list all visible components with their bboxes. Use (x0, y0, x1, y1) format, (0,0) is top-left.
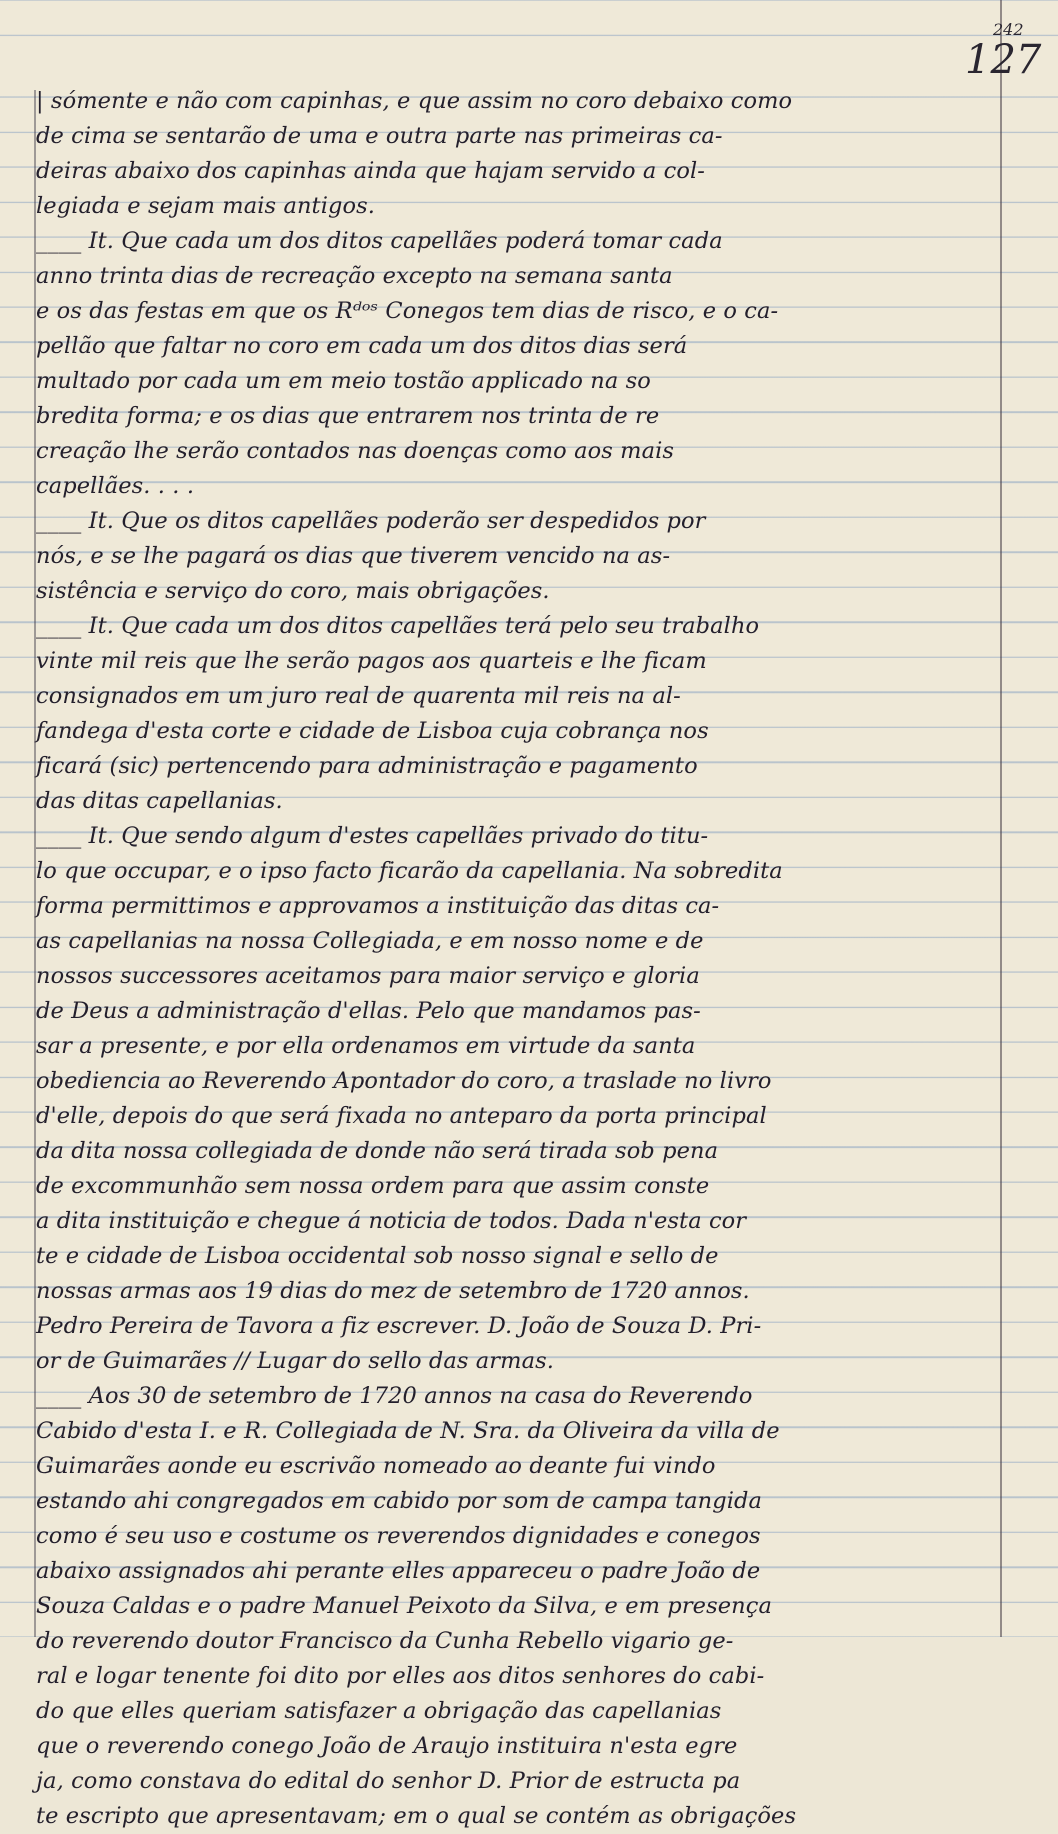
text-line: as capellanias na nossa Collegiada, e em nosso nome e de (36, 928, 704, 954)
text-line: Guimarães aonde eu escrivão nomeado ao deante fui vindo (36, 1453, 716, 1479)
text-line: ____ It. Que sendo algum d'estes capellães privado do titu- (36, 823, 709, 849)
page-number-main: 127 (965, 37, 1042, 83)
text-line: abaixo assignados ahi perante elles appareceu o padre João de (36, 1558, 761, 1584)
text-line: pellão que faltar no coro em cada um dos ditos dias será (36, 333, 688, 359)
text-line: lo que occupar, e o ipso facto ficarão da capellania. Na sobredita (36, 858, 783, 884)
text-line: de cima se sentarão de uma e outra parte nas primeiras ca- (36, 123, 723, 149)
text-line: consignados em um juro real de quarenta mil reis na al- (36, 683, 681, 709)
text-line: ral e logar tenente foi dito por elles aos ditos senhores do cabi- (36, 1663, 765, 1689)
text-line: creação lhe serão contados nas doenças como aos mais (36, 438, 675, 464)
text-line: ____ Aos 30 de setembro de 1720 annos na casa do Reverendo (36, 1383, 753, 1409)
text-line: ficará (sic) pertencendo para administração e pagamento (36, 753, 698, 779)
text-line: de Deus a administração d'ellas. Pelo que mandamos pas- (36, 998, 701, 1024)
text-line: legiada e sejam mais antigos. (36, 193, 376, 219)
text-line: vinte mil reis que lhe serão pagos aos quarteis e lhe ficam (36, 648, 707, 674)
text-line: a dita instituição e chegue á noticia de todos. Dada n'esta cor (36, 1208, 747, 1234)
text-line: nós, e se lhe pagará os dias que tiverem vencido na as- (36, 543, 671, 569)
text-line: Pedro Pereira de Tavora a fiz escrever. D. João de Souza D. Pri- (36, 1313, 762, 1339)
text-line: sistência e serviço do coro, mais obrigações. (36, 578, 550, 604)
text-line: nossos successores aceitamos para maior serviço e gloria (36, 963, 700, 989)
text-line: obediencia ao Reverendo Apontador do coro, a traslade no livro (36, 1068, 772, 1094)
text-line: or de Guimarães // Lugar do sello das armas. (36, 1348, 554, 1374)
text-line: d'elle, depois do que será fixada no anteparo da porta principal (36, 1103, 767, 1129)
text-line: te e cidade de Lisboa occidental sob nosso signal e sello de (36, 1243, 719, 1269)
text-line: das ditas capellanias. (36, 788, 283, 814)
text-line: estando ahi congregados em cabido por som de campa tangida (36, 1488, 763, 1514)
text-line: sar a presente, e por ella ordenamos em virtude da santa (36, 1033, 696, 1059)
text-line: te escripto que apresentavam; em o qual se contém as obrigações (36, 1803, 797, 1829)
text-line: ja, como constava do edital do senhor D. Prior de estructa pa (36, 1768, 741, 1794)
text-line: ____ It. Que cada um dos ditos capellães poderá tomar cada (36, 228, 723, 254)
text-line: do que elles queriam satisfazer a obrigação das capellanias (36, 1698, 722, 1724)
text-line: forma permittimos e approvamos a instituição das ditas ca- (36, 893, 720, 919)
text-line: de excommunhão sem nossa ordem para que assim conste (36, 1173, 710, 1199)
text-line: Souza Caldas e o padre Manuel Peixoto da Silva, e em presença (36, 1593, 772, 1619)
text-line: deiras abaixo dos capinhas ainda que hajam servido a col- (36, 158, 706, 184)
text-line: ____ It. Que os ditos capellães poderão ser despedidos por (36, 508, 706, 534)
text-line: que o reverendo conego João de Araujo instituira n'esta egre (36, 1733, 738, 1759)
text-line: bredita forma; e os dias que entrarem nos trinta de re (36, 403, 660, 429)
text-line: como é seu uso e costume os reverendos dignidades e conegos (36, 1523, 761, 1549)
text-line: fandega d'esta corte e cidade de Lisboa cuja cobrança nos (36, 718, 709, 744)
text-line: | sómente e não com capinhas, e que assim no coro debaixo como (36, 88, 793, 114)
text-line: Cabido d'esta I. e R. Collegiada de N. Sra. da Oliveira da villa de (36, 1418, 780, 1444)
text-line: multado por cada um em meio tostão applicado na so (36, 368, 651, 394)
page-number-top: 242 (993, 20, 1024, 39)
text-line: capellães. . . . (36, 473, 195, 499)
text-line: nossas armas aos 19 dias do mez de setembro de 1720 annos. (36, 1278, 750, 1304)
text-line: anno trinta dias de recreação excepto na semana santa (36, 263, 673, 289)
text-line: ____ It. Que cada um dos ditos capellães terá pelo seu trabalho (36, 613, 760, 639)
text-line: e os das festas em que os Rᵈᵒˢ Conegos tem dias de risco, e o ca- (36, 298, 779, 324)
text-line: da dita nossa collegiada de donde não será tirada sob pena (36, 1138, 719, 1164)
text-line: do reverendo doutor Francisco da Cunha Rebello vigario ge- (36, 1628, 734, 1654)
manuscript-text (36, 84, 1006, 1834)
